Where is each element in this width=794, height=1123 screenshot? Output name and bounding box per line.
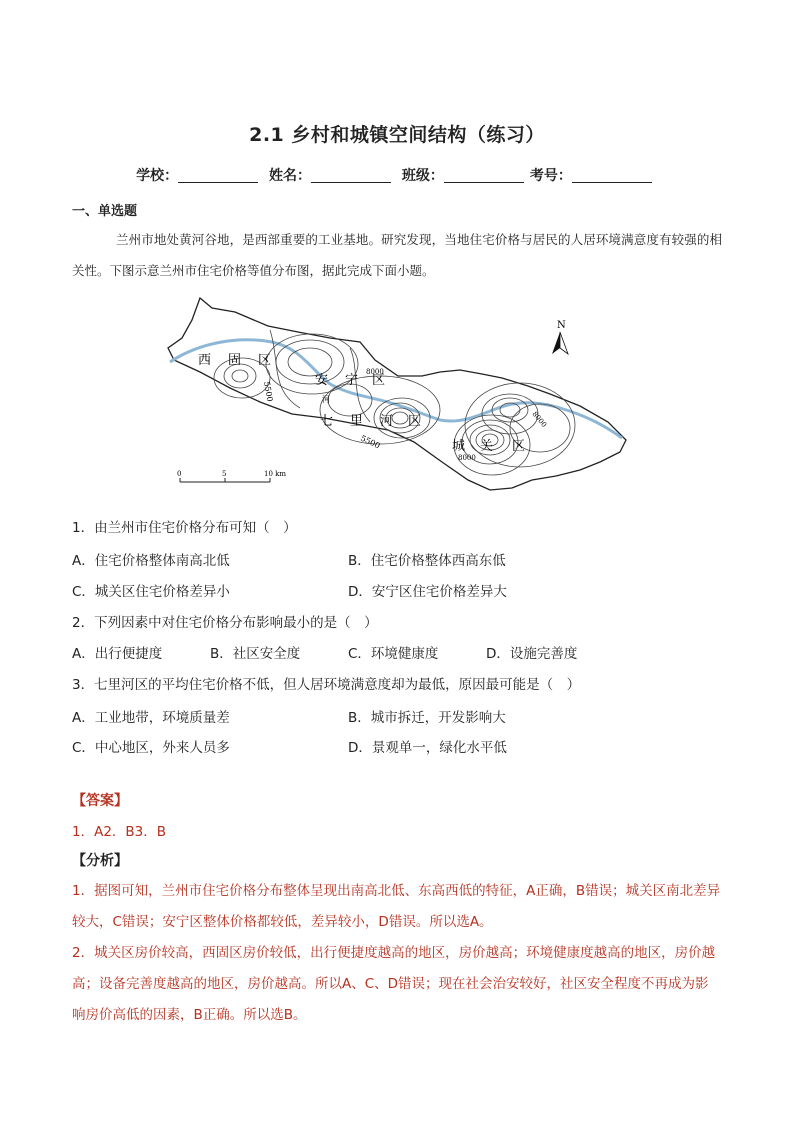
district-chengguan-2: 关 [480, 439, 494, 454]
contour-label-5500-b: 5500 [359, 433, 382, 451]
exam-no-blank[interactable] [572, 168, 652, 183]
district-xigu-2: 固 [228, 353, 242, 368]
analysis-paragraph-1: 1．据图可知，兰州市住宅价格分布整体呈现出南高北低、东高西低的特征，A正确，B错误；城关区南北差异较大，C错误；安宁区整体价格都较低，差异较小，D错误。所以选A。 [72, 883, 721, 930]
district-chengguan-3: 区 [512, 439, 526, 454]
lanzhou-price-map [160, 290, 640, 500]
svg-text:0: 0 [177, 470, 182, 478]
q3-option-a[interactable]: A．工业地带，环境质量差 [72, 710, 230, 726]
section-heading: 一、单选题 [72, 204, 138, 219]
class-label: 班级： [401, 168, 444, 184]
page-title: 2.1 乡村和城镇空间结构（练习） [249, 124, 545, 146]
district-qilihe-3: 河 [380, 414, 394, 429]
school-blank[interactable] [178, 168, 258, 183]
district-xigu-3: 区 [258, 353, 272, 368]
svg-text:5: 5 [222, 470, 227, 478]
district-xigu-1: 西 [198, 353, 212, 368]
contour-label-5500-a: 5500 [262, 380, 275, 403]
contour-label-8000-c: 8000 [530, 410, 549, 429]
q3-option-b[interactable]: B．城市拆迁，开发影响大 [348, 710, 506, 726]
passage-text: 兰州市地处黄河谷地，是西部重要的工业基地。研究发现，当地住宅价格与居民的人居环境满意度有较强的相关性。下图示意兰州市住宅价格等值分布图，据此完成下面小题。 [72, 232, 722, 278]
q1-option-b[interactable]: B．住宅价格整体西高东低 [348, 553, 506, 569]
district-anning-1: 安 [315, 373, 329, 388]
q1-option-a[interactable]: A．住宅价格整体南高北低 [72, 553, 230, 569]
q3-option-d[interactable]: D．景观单一，绿化水平低 [348, 740, 507, 756]
analysis-paragraph-2: 2．城关区房价较高，西固区房价较低，出行便捷度越高的地区，房价越高；环境健康度越高的地区，房价越高；设备完善度越高的地区，房价越高。所以A、C、D错误；现在社会治安较好，社区安全程度不再成为影响房价高低的因素，B正确。所以选B。 [72, 945, 716, 1023]
contour-label-8000-b: 8000 [458, 454, 476, 462]
school-label: 学校： [136, 168, 179, 184]
answer-heading: 【答案】 [72, 793, 128, 809]
student-info-line [0, 165, 794, 185]
q2-option-a[interactable]: A．出行便捷度 [72, 646, 163, 662]
name-label: 姓名： [269, 168, 311, 184]
north-arrow-icon [552, 320, 568, 354]
district-chengguan-1: 城 [452, 439, 466, 454]
district-qilihe-1: 七 [320, 414, 334, 429]
scale-bar [177, 470, 286, 482]
answer-text: 1．A2．B3．B [72, 824, 167, 840]
svg-text:10 km: 10 km [264, 470, 287, 478]
svg-text:N: N [557, 320, 566, 331]
district-anning-2: 宁 [345, 373, 359, 388]
exam-no-label: 考号： [529, 168, 572, 184]
question-3-stem: 3．七里河区的平均住宅价格不低，但人居环境满意度却为最低，原因最可能是（ ） [72, 677, 581, 693]
q1-option-c[interactable]: C．城关区住宅价格差异小 [72, 584, 230, 600]
question-1-stem: 1．由兰州市住宅价格分布可知（ ） [72, 520, 297, 536]
q2-option-c[interactable]: C．环境健康度 [348, 646, 439, 662]
q2-option-d[interactable]: D．设施完善度 [486, 646, 578, 662]
name-blank[interactable] [311, 168, 391, 183]
question-2-stem: 2．下列因素中对住宅价格分布影响最小的是（ ） [72, 615, 378, 631]
analysis-heading: 【分析】 [72, 853, 128, 869]
river-label: 河 [322, 395, 330, 404]
class-blank[interactable] [444, 168, 524, 183]
q3-option-c[interactable]: C．中心地区，外来人员多 [72, 740, 230, 756]
district-qilihe-2: 里 [350, 414, 364, 429]
district-anning-3: 区 [372, 373, 386, 388]
district-qilihe-4: 区 [408, 414, 422, 429]
q2-option-b[interactable]: B．社区安全度 [210, 646, 301, 662]
q1-option-d[interactable]: D．安宁区住宅价格差异大 [348, 584, 507, 600]
contour-label-8000-a: 8000 [366, 368, 384, 376]
